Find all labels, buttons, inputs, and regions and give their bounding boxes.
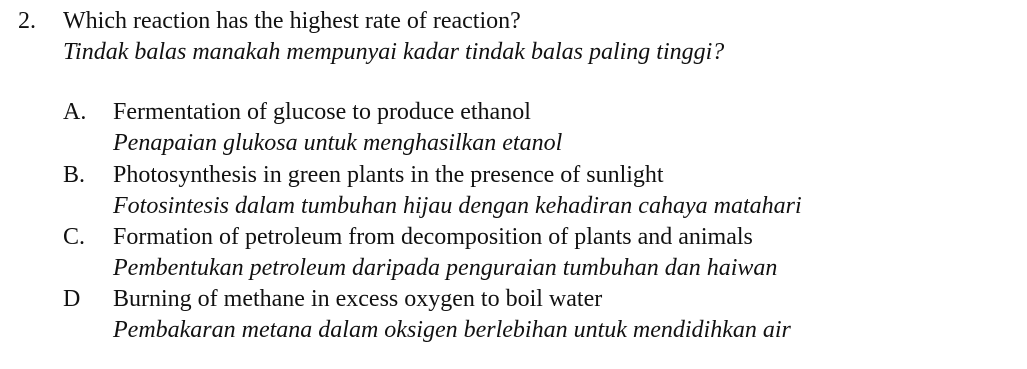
option-letter: A. — [63, 99, 87, 125]
option-text-malay: Fotosintesis dalam tumbuhan hijau dengan kehadiran cahaya matahari — [113, 193, 802, 219]
question-stem-malay: Tindak balas manakah mempunyai kadar tindak balas paling tinggi? — [63, 39, 725, 65]
option-text-english: Burning of methane in excess oxygen to boil water — [113, 286, 603, 312]
option-text-malay: Penapaian glukosa untuk menghasilkan etanol — [113, 130, 563, 156]
option-text-english: Fermentation of glucose to produce ethanol — [113, 99, 531, 125]
question-stem-english: Which reaction has the highest rate of reaction? — [63, 8, 521, 34]
option-text-english: Photosynthesis in green plants in the presence of sunlight — [113, 162, 664, 188]
option-text-english: Formation of petroleum from decomposition of plants and animals — [113, 224, 753, 250]
option-letter: B. — [63, 162, 86, 188]
question-number: 2. — [18, 8, 36, 34]
option-text-malay: Pembentukan petroleum daripada penguraian tumbuhan dan haiwan — [113, 255, 778, 281]
option-text-malay: Pembakaran metana dalam oksigen berlebihan untuk mendidihkan air — [113, 317, 791, 343]
option-letter: D — [63, 286, 81, 312]
option-letter: C. — [63, 224, 86, 250]
